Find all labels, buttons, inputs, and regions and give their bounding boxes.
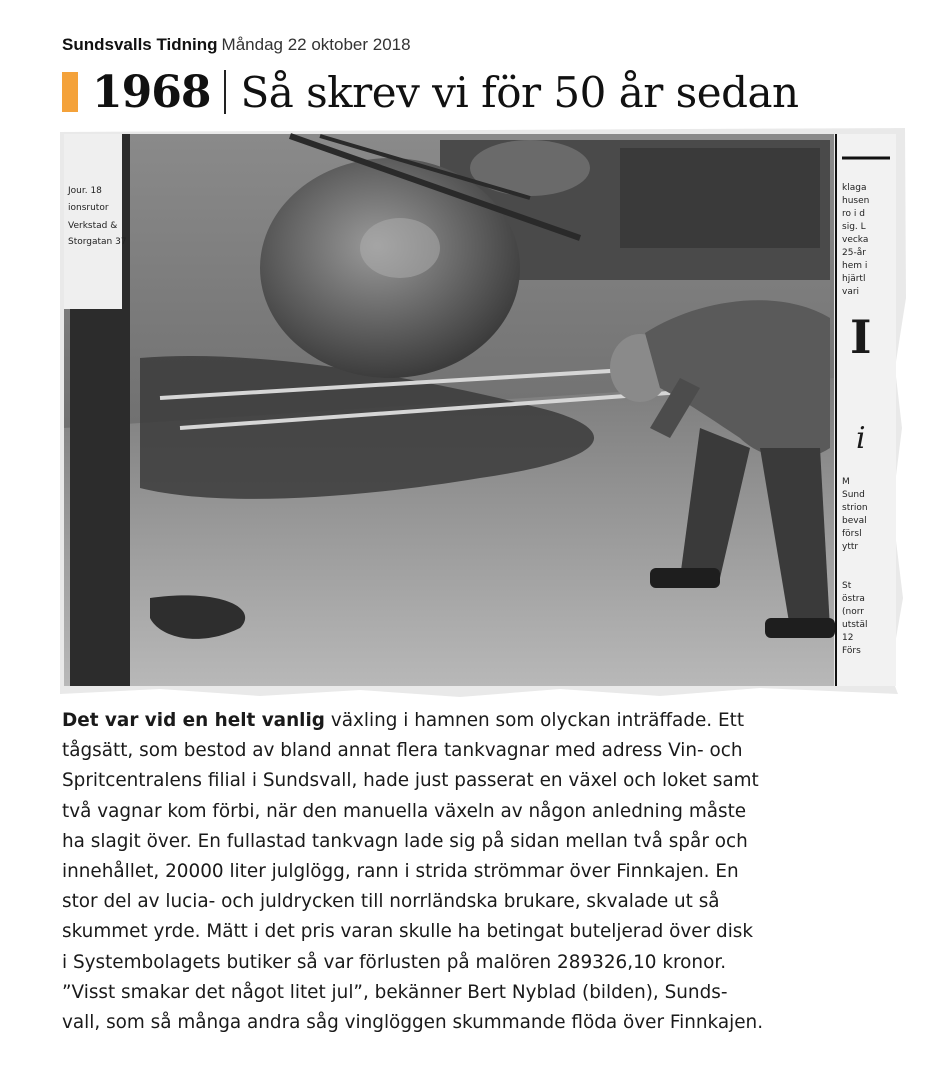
clip-text-12: strion bbox=[842, 503, 868, 513]
article-line-8: skummet yrde. Mätt i det pris varan skulle ha betingat buteljerad över disk bbox=[62, 921, 754, 943]
article-line-4: två vagnar kom förbi, när den manuella växeln av någon anledning måste bbox=[62, 800, 747, 822]
article-line-9: i Systembolagets butiker så var förlusten på malören 289326,10 kronor. bbox=[62, 951, 727, 973]
clip-text-1: klaga bbox=[842, 183, 867, 193]
clip-italic-letter: i bbox=[856, 421, 866, 456]
clip-text-5: vecka bbox=[842, 235, 869, 245]
article-line-2: tågsätt, som bestod av bland annat flera tankvagnar med adress Vin- och bbox=[62, 740, 743, 762]
article-line-10: ”Visst smakar det något litet jul”, bekänner Bert Nyblad (bilden), Sunds- bbox=[62, 981, 728, 1003]
article-line-6: innehållet, 20000 liter julglögg, rann i strida strömmar över Finnkajen. En bbox=[62, 860, 739, 882]
article-body bbox=[62, 706, 892, 1038]
clip-text-21: Förs bbox=[842, 646, 861, 656]
article-line-1 bbox=[62, 706, 892, 736]
publication-date: Måndag 22 oktober 2018 bbox=[221, 35, 411, 54]
poster-text-4: Storgatan 37 bbox=[68, 237, 127, 247]
poster-text-1: Jour. 18 bbox=[68, 186, 102, 196]
clip-text-13: beval bbox=[842, 516, 867, 526]
article-line-5: ha slagit över. En fullastad tankvagn lade sig på sidan mellan två spår och bbox=[62, 830, 748, 852]
clip-text-19: utstäl bbox=[842, 620, 868, 630]
clip-text-16: St bbox=[842, 581, 852, 591]
clip-text-15: yttr bbox=[842, 542, 859, 552]
article-line-3: Spritcentralens filial i Sundsvall, hade just passerat en växel och loket samt bbox=[62, 770, 759, 792]
clip-text-8: hjärtl bbox=[842, 274, 866, 284]
clip-text-11: Sund bbox=[842, 490, 865, 500]
headline bbox=[62, 64, 799, 120]
clip-text-18: (norr bbox=[842, 607, 864, 617]
poster-text-3: Verkstad & bbox=[68, 221, 118, 231]
newspaper-name: Sundsvalls Tidning bbox=[62, 35, 218, 54]
masthead bbox=[62, 34, 411, 56]
headline-accent-bar bbox=[62, 72, 78, 112]
clip-text-2: husen bbox=[842, 196, 870, 206]
article-line-11: vall, som så många andra såg vinglöggen skummande flöda över Finnkajen. bbox=[62, 1011, 764, 1033]
article-line-1-rest: växling i hamnen som olyckan inträffade. Ett bbox=[324, 710, 745, 731]
clip-text-4: sig. L bbox=[842, 222, 866, 232]
clip-big-letter: I bbox=[850, 310, 872, 364]
poster-text-2: ionsrutor bbox=[68, 203, 109, 213]
article-lead: Det var vid en helt vanlig bbox=[62, 710, 325, 731]
clip-text-10: M bbox=[842, 477, 850, 487]
clip-text-3: ro i d bbox=[842, 209, 865, 219]
clip-text-14: försl bbox=[842, 529, 862, 539]
clip-text-9: vari bbox=[842, 287, 860, 297]
archive-photo bbox=[60, 128, 910, 698]
clip-text-17: östra bbox=[842, 594, 865, 604]
headline-year: 1968 bbox=[92, 66, 211, 118]
headline-divider bbox=[224, 70, 226, 114]
article-line-7: stor del av lucia- och juldrycken till norrländska brukare, skvalade ut så bbox=[62, 891, 720, 913]
headline-title: Så skrev vi för 50 år sedan bbox=[240, 67, 799, 117]
clip-text-20: 12 bbox=[842, 633, 854, 643]
clip-text-7: hem i bbox=[842, 261, 868, 271]
clip-text-6: 25-år bbox=[842, 248, 866, 258]
